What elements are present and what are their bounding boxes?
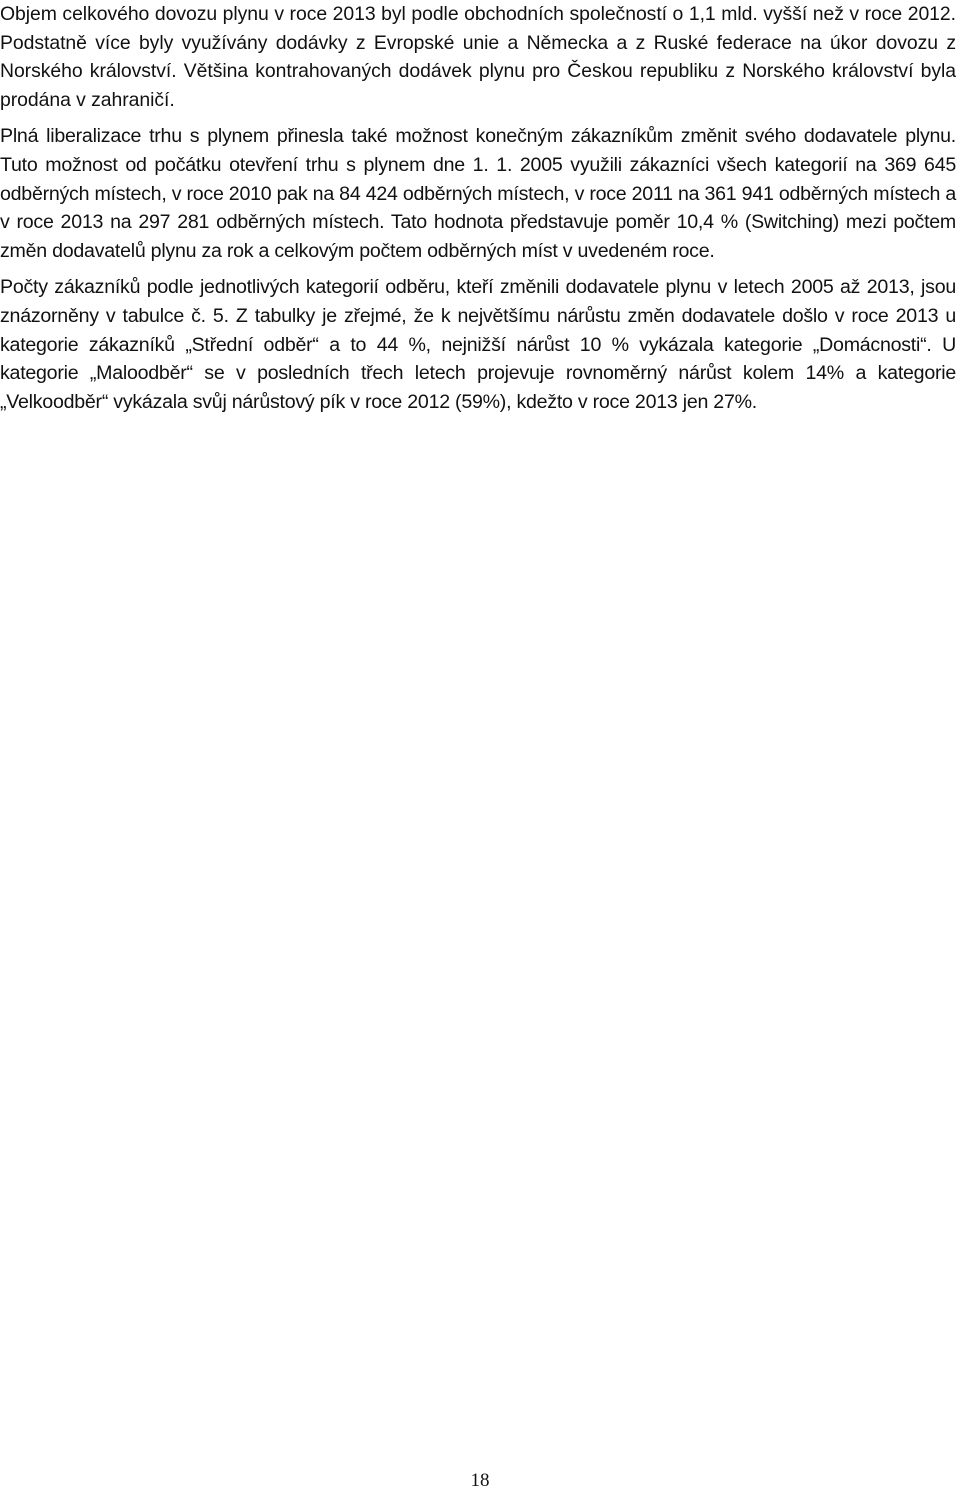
paragraph-market-liberalization: Plná liberalizace trhu s plynem přinesla také možnost konečným zákazníkům změnit svého dodavatele plynu. Tuto možnost od počátku otevření trhu s plynem dne 1. 1. 2005 využili zákazníci všech kategorií na 369 645 odběrných místech, v roce 2010 pak na 84 424 odběrných místech, v roce 2011 na 361 941 odběrných místech a v roce 2013 na 297 281 odběrných místech. Tato hodnota představuje poměr 10,4 % (Switching) mezi počtem změn dodavatelů plynu za rok a celkovým počtem odběrných míst v uvedeném roce. [0, 125, 956, 262]
document-body [0, 0, 956, 424]
page-number: 18 [470, 1470, 490, 1491]
paragraph-gas-import: Objem celkového dovozu plynu v roce 2013 byl podle obchodních společností o 1,1 mld. vyšší než v roce 2012. Podstatně více byly využívány dodávky z Evropské unie a Německa a z Ruské federace na úkor dovozu z Norského království. Většina kontrahovaných dodávek plynu pro Českou republiku z Norského království byla prodána v zahraničí. [0, 3, 956, 111]
paragraph-customer-categories: Počty zákazníků podle jednotlivých kategorií odběru, kteří změnili dodavatele plynu v letech 2005 až 2013, jsou znázorněny v tabulce č. 5. Z tabulky je zřejmé, že k největšímu nárůstu změn dodavatele došlo v roce 2013 u kategorie zákazníků „Střední odběr“ a to 44 %, nejnižší nárůst 10 % vykázala kategorie „Domácnosti“. U kategorie „Maloodběr“ se v posledních třech letech projevuje rovnoměrný nárůst kolem 14% a kategorie „Velkoodběr“ vykázala svůj nárůstový pík v roce 2012 (59%), kdežto v roce 2013 jen 27%. [0, 276, 956, 413]
